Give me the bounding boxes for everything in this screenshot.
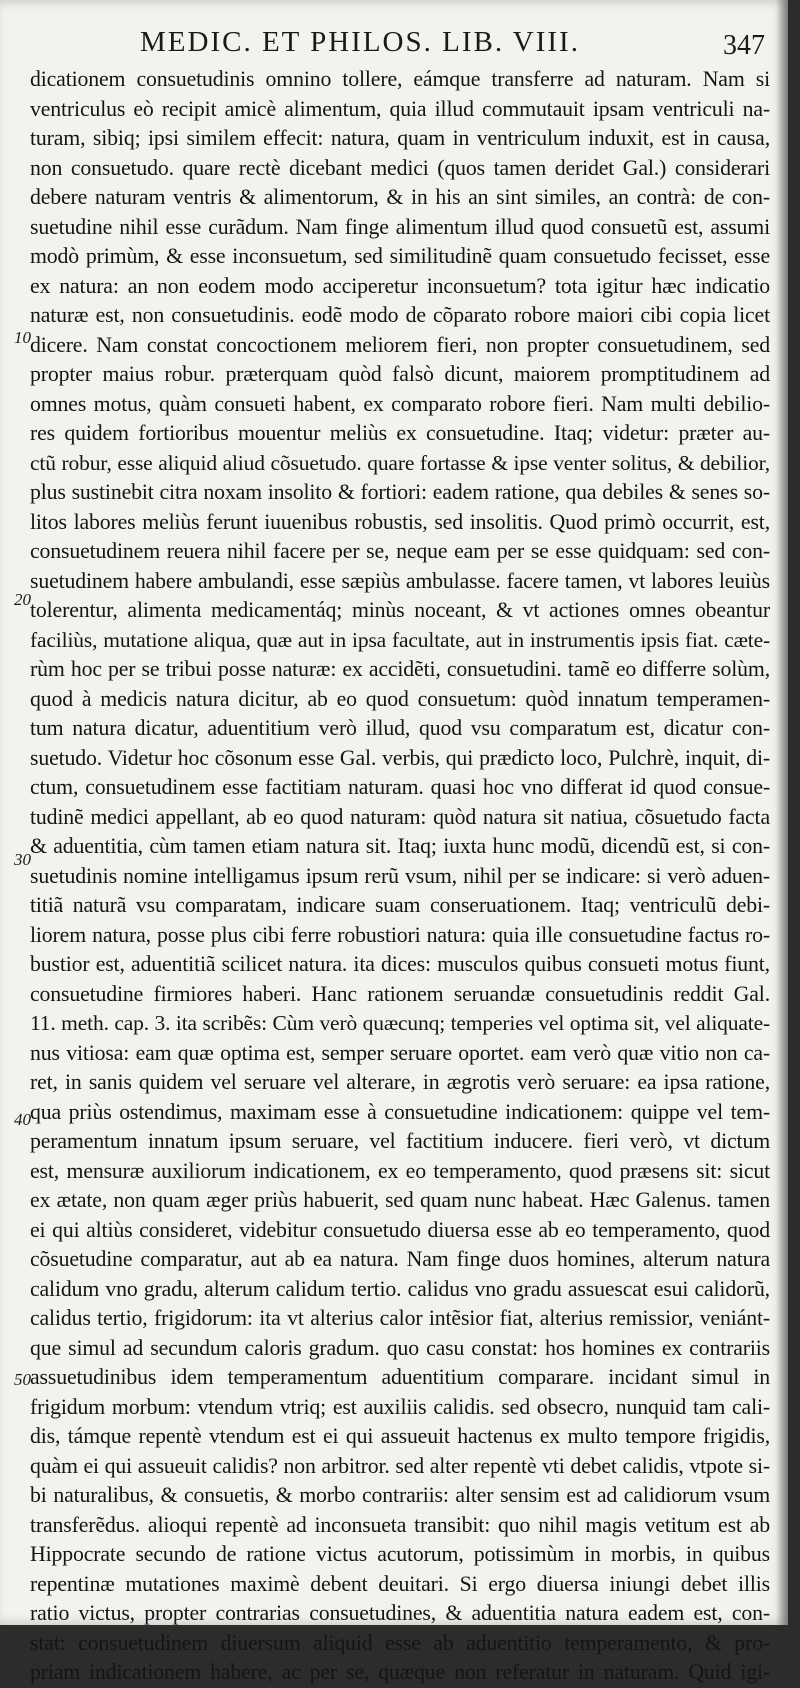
text-line: ex ætate, non quam æger priùs habuerit, sed quam nunc habeat. Hæc Galenus. tamen — [30, 1188, 770, 1212]
body-text — [30, 65, 770, 1688]
text-line: ei qui altiùs consideret, videbitur consuetudo diuersa esse ab eo temperamento, quod — [30, 1217, 770, 1242]
text-line: cõsuetudine comparatur, aut ab ea natura. Nam finge duos homines, alterum natura — [30, 1247, 770, 1271]
text-line: debere naturam ventris & alimentorum, & in his an sint similes, an contrà: de con- — [30, 185, 770, 209]
text-line: priam indicationem habere, ac per se, quæque non referatur in naturam. Quid igi- — [30, 1660, 770, 1684]
text-line: rùm hoc per se tribui posse naturæ: ex accidẽti, consuetudini. tamẽ eo differre solùm, — [30, 657, 770, 681]
text-line: liorem natura, posse plus cibi ferre robustiori natura: quia ille consuetudine factus ro- — [30, 922, 770, 947]
text-line: ventriculus eò recipit amicè alimentum, quia illud commutauit ipsam ventriculi na- — [30, 96, 770, 121]
text-line: stat: consuetudinem diuersum aliquid esse ab aduentitio temperamento, & pro- — [30, 1630, 770, 1655]
margin-number: 30 — [14, 850, 31, 869]
running-head: MEDIC. ET PHILOS. LIB. VIII. — [140, 26, 580, 58]
text-line: tum natura dicatur, aduentitium verò illud, quod vsu comparatum est, dicatur con- — [30, 716, 770, 740]
text-line: dicere. Nam constat concoctionem meliorem fieri, non propter consuetudinem, sed — [30, 332, 770, 357]
text-line: modò primùm, & esse inconsuetum, sed similitudinẽ quam consuetudo fecisset, esse — [30, 244, 770, 268]
text-line: quod à medicis natura dicitur, ab eo quod consuetum: quòd innatum temperamen- — [30, 686, 770, 711]
margin-number: 20 — [14, 590, 31, 609]
text-line: transferẽdus. alioqui repentè ad inconsueta transibit: quo nihil magis vetitum est ab — [30, 1512, 770, 1537]
text-line: quàm ei qui assueuit calidis? non arbitror. sed alter repentè vti debet calidis, vtpote si- — [30, 1453, 770, 1478]
text-line: repentinæ mutationes maximè debent deuitari. Si ergo diuersa iniungi debet illis — [30, 1571, 770, 1596]
text-line: omnes motus, quàm consueti habent, ex comparato robore fieri. Nam multi debilio- — [30, 391, 770, 416]
margin-number: 10 — [14, 328, 31, 347]
text-line: consuetudine firmiores haberi. Hanc rationem seruandæ consuetudinis reddit Gal. — [30, 981, 770, 1006]
margin-number: 50 — [14, 1370, 31, 1389]
text-line: res quidem fortioribus mouentur meliùs ex consuetudine. Itaq; videtur: præter au- — [30, 421, 770, 445]
text-line: bi naturalibus, & consuetis, & morbo contrariis: alter sensim est ad calidiorum vsum — [30, 1483, 770, 1507]
text-line: nus vitiosa: eam quæ optima est, semper seruare oportet. eam verò quæ vitio non ca- — [30, 1040, 770, 1065]
page-number: 347 — [723, 30, 765, 61]
text-line: bustior est, aduentitiã scilicet natura. ita dices: musculos quibus consueti motus fiunt, — [30, 952, 770, 976]
page-edge-shadow — [776, 0, 788, 1625]
text-line: est, mensuræ auxiliorum indicationem, ex eo temperamento, quod præsens sit: sicut — [30, 1158, 770, 1183]
text-line: 11. meth. cap. 3. ita scribẽs: Cùm verò quæcunq; temperies vel optima sit, vel aliquate- — [30, 1011, 770, 1035]
text-line: turam, sibiq; ipsi similem effecit: natura, quam in ventriculum induxit, est in causa, — [30, 126, 770, 150]
text-line: suetudo. Videtur hoc cõsonum esse Gal. verbis, qui prædicto loco, Pulchrè, inquit, di- — [30, 745, 770, 770]
text-line: faciliùs, mutatione aliqua, quæ aut in ipsa facultate, aut in instrumentis ipsis fiat. cæte- — [30, 627, 770, 652]
text-line: dicationem consuetudinis omnino tollere, eámque transferre ad naturam. Nam si — [30, 67, 770, 91]
text-line: que simul ad secundum caloris gradum. quo casu constat: hos homines ex contrariis — [30, 1335, 770, 1360]
text-line: dis, támque repentè vtendum est ei qui assueuit hactenus ex multo tempore frigidis, — [30, 1424, 770, 1448]
text-line: calidus tertio, frigidorum: ita vt alterius calor intẽsior fiat, alterius remissior, veniánt- — [30, 1306, 770, 1330]
text-line: qua priùs ostendimus, maximam esse à consuetudine indicationem: quippe vel tem- — [30, 1099, 770, 1124]
margin-line-numbers — [0, 0, 30, 1625]
text-line: tolerentur, alimenta medicamentáq; minùs noceant, & vt actiones omnes obeantur — [30, 598, 770, 622]
text-line: ratio victus, propter contrarias consuetudines, & aduentitia natura eadem est, con- — [30, 1601, 770, 1625]
text-line: non consuetudo. quare rectè dicebant medici (quos tamen deridet Gal.) considerari — [30, 155, 770, 180]
text-line: frigidum morbum: vtendum vtriq; est auxiliis calidis. sed obsecro, nunquid tam cali- — [30, 1394, 770, 1419]
text-line: naturæ est, non consuetudinis. eodẽ modo de cõparato robore maiori cibi copia licet — [30, 303, 770, 327]
text-line: assuetudinibus idem temperamentum aduentitium comparare. incidant simul in — [30, 1365, 770, 1389]
text-line: peramentum innatum ipsum seruare, vel factitium inducere. fieri verò, vt dictum — [30, 1129, 770, 1153]
text-line: ret, in sanis quidem vel seruare vel alterare, in ægrotis verò seruare: ea ipsa ratione, — [30, 1070, 770, 1094]
margin-number: 40 — [14, 1110, 31, 1129]
text-line: suetudinis nomine intelligamus ipsum rerũ vsum, nihil per se indicare: si verò aduen- — [30, 863, 770, 888]
text-line: consuetudinem reuera nihil facere per se, neque eam per se esse quidquam: sed con- — [30, 539, 770, 563]
page-header — [0, 18, 788, 70]
text-line: & aduentitia, cùm tamen etiam natura sit. Itaq; iuxta hunc modũ, dicendũ est, si con- — [30, 834, 770, 858]
text-line: titiã naturã vsu comparatam, indicare suam conseruationem. Itaq; ventriculũ debi- — [30, 893, 770, 917]
text-line: suetudine nihil esse curãdum. Nam finge alimentum illud quod consuetũ est, assumi — [30, 214, 770, 239]
text-line: tudinẽ medici appellant, ab eo quod naturam: quòd natura sit natiua, cõsuetudo facta — [30, 804, 770, 829]
text-line: propter maius robur. præterquam quòd falsò dicunt, maiorem promptitudinem ad — [30, 362, 770, 386]
text-line: ex natura: an non eodem modo acciperetur inconsuetum? tota igitur hæc indicatio — [30, 273, 770, 298]
text-line: ctum, consuetudinem esse factitiam naturam. quasi hoc vno differat id quod consue- — [30, 775, 770, 799]
text-line: suetudinem habere ambulandi, esse sæpiùs ambulasse. facere tamen, vt labores leuiùs — [30, 568, 770, 593]
text-line: calidum vno gradu, alterum calidum tertio. calidus vno gradu assuescat esui calidorũ, — [30, 1276, 770, 1301]
text-line: ctũ robur, esse aliquid aliud cõsuetudo. quare fortasse & ipse venter solitus, & debilior, — [30, 450, 770, 475]
text-line: plus sustinebit citra noxam insolito & fortiori: eadem ratione, qua debiles & senes so- — [30, 480, 770, 504]
text-line: litos labores meliùs ferunt iuuenibus robustis, sed insolitis. Quod primò occurrit, est, — [30, 509, 770, 534]
text-line: Hippocrate secundo de ratione victus acutorum, potissimùm in morbis, in quibus — [30, 1542, 770, 1566]
